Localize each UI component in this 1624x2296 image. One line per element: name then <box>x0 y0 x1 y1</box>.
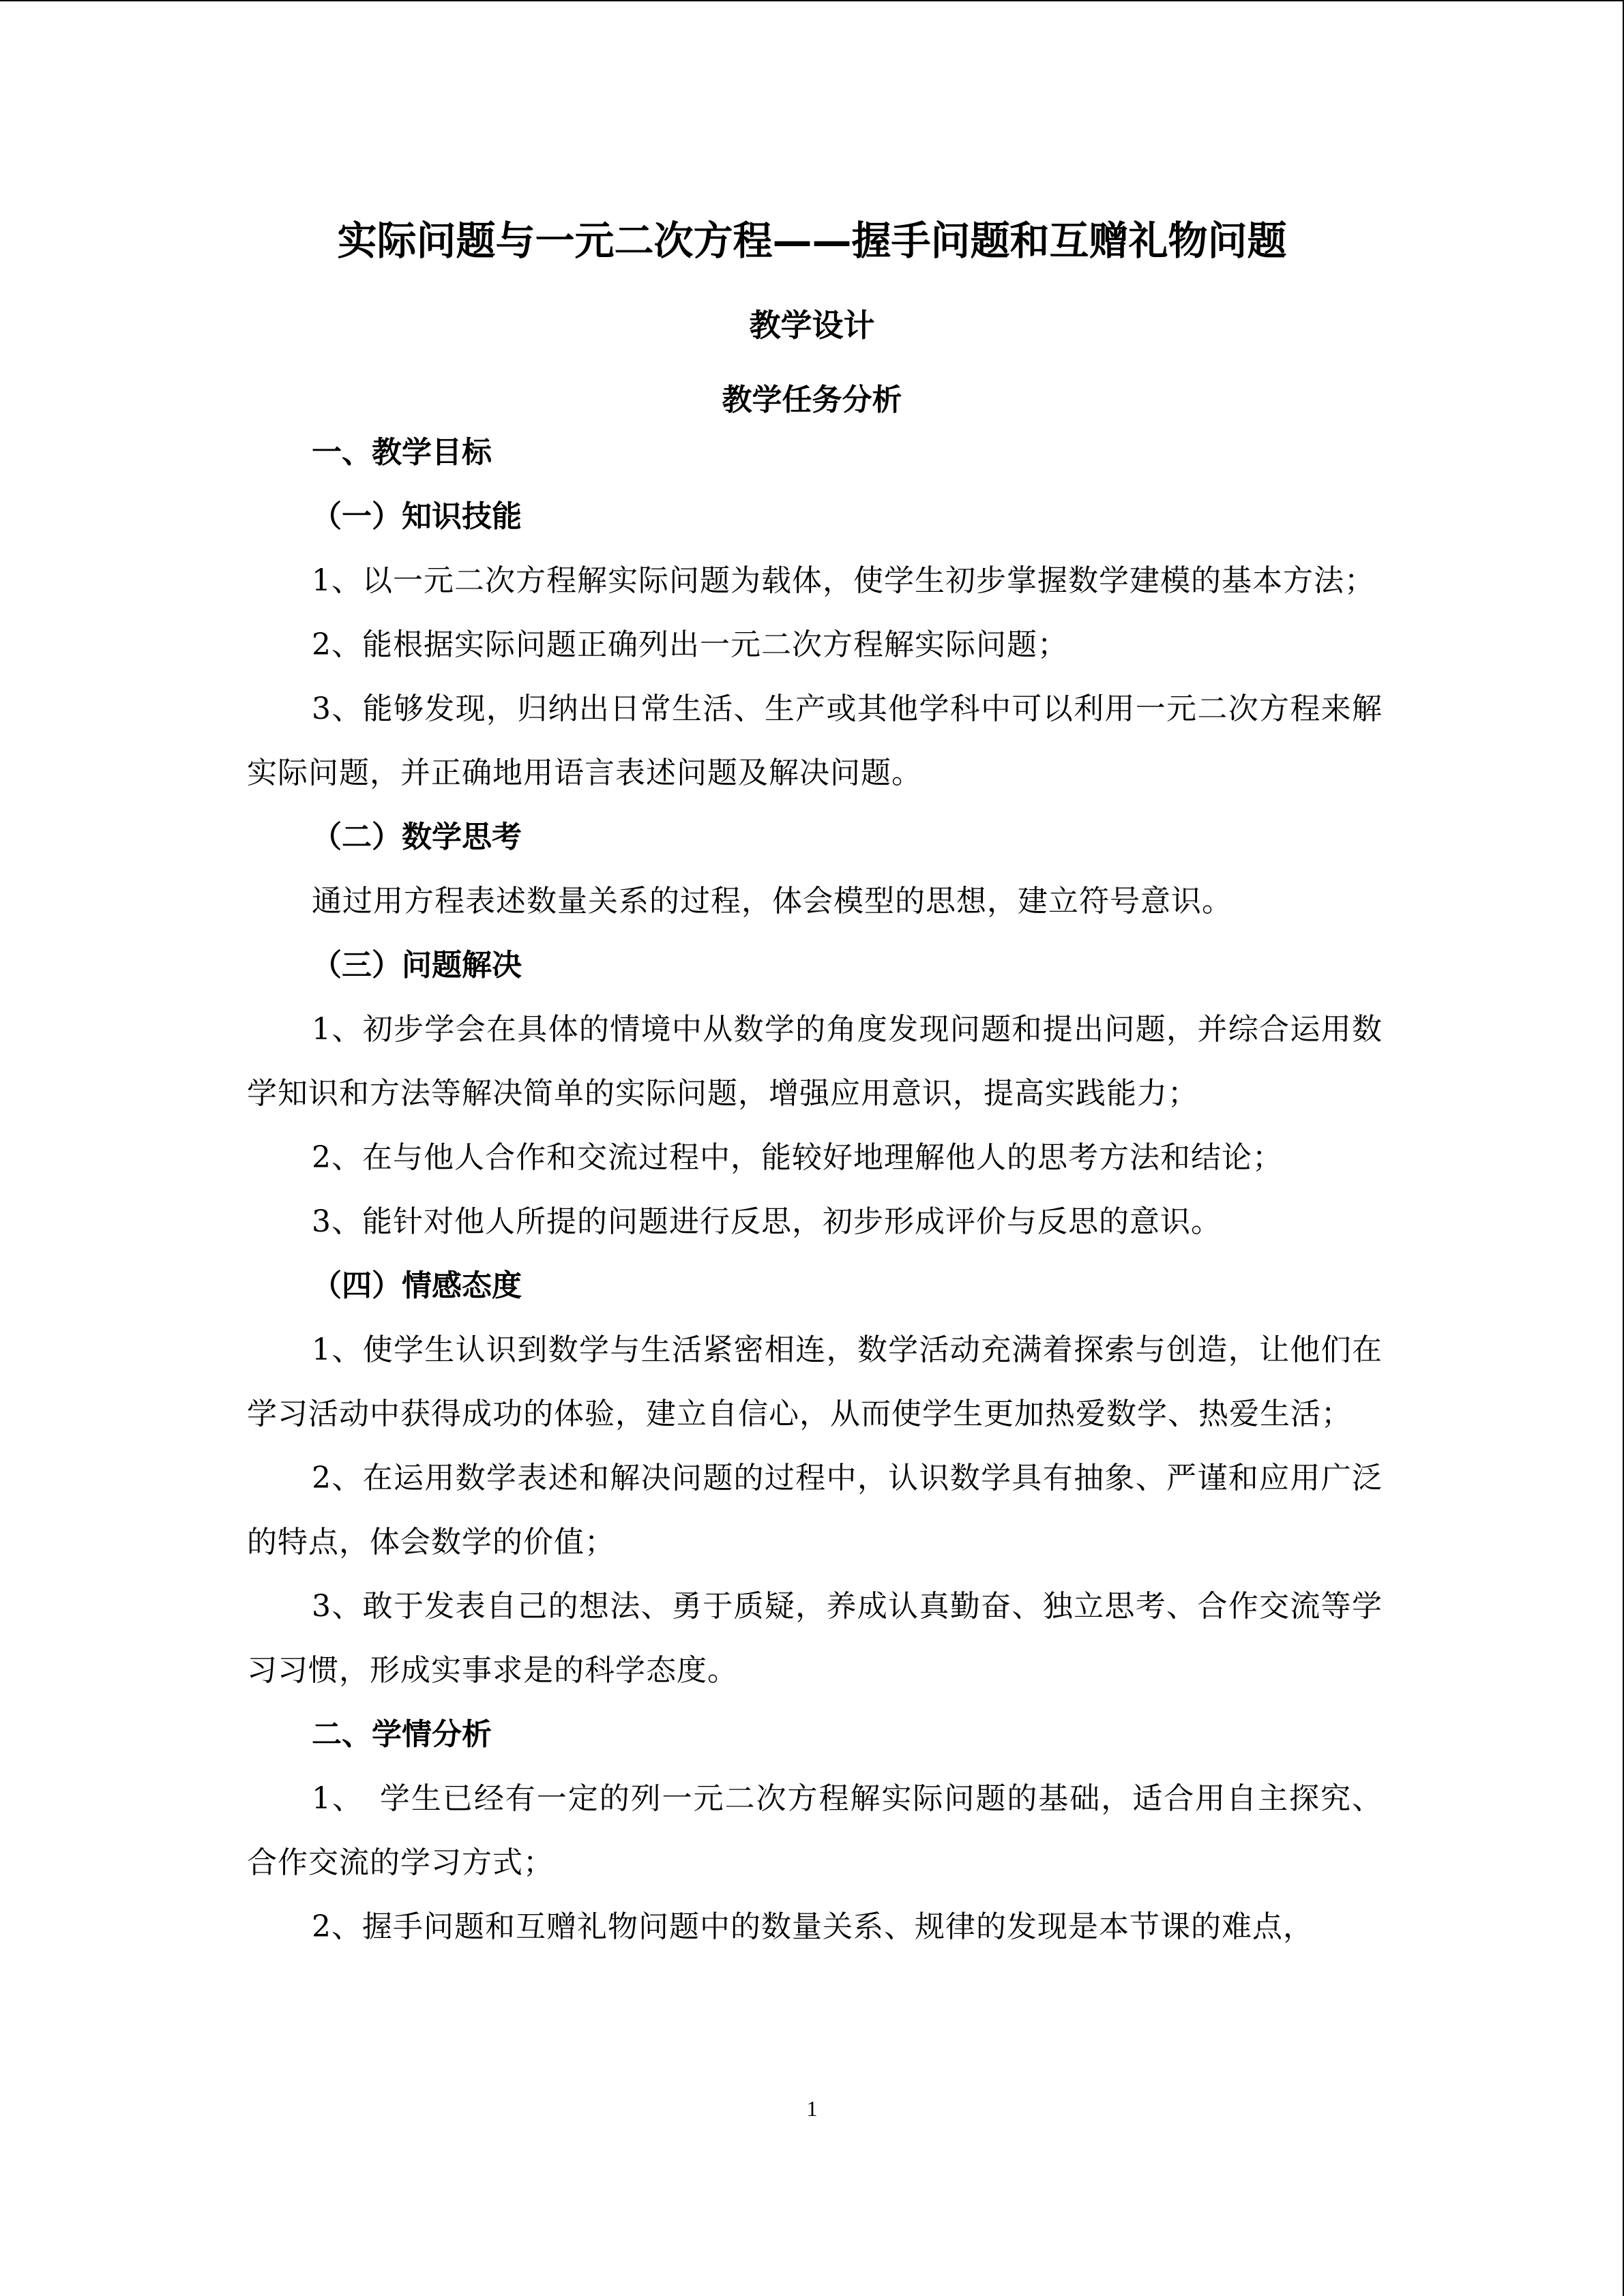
page-number: 1 <box>806 2096 818 2121</box>
paragraph-emotion-1: 1、使学生认识到数学与生活紧密相连，数学活动充满着探索与创造，让他们在学习活动中获得成功的体验，建立自信心，从而使学生更加热爱数学、热爱生活； <box>247 1332 1383 1431</box>
paragraph-math-thinking: 通过用方程表述数量关系的过程，体会模型的思想，建立符号意识。 <box>312 884 1232 919</box>
heading-teaching-goals: 一、教学目标 <box>312 435 492 470</box>
document-subtitle: 教学设计 <box>749 307 875 344</box>
paragraph-solving-2: 2、在与他人合作和交流过程中，能较好地理解他人的思考方法和结论； <box>312 1140 1283 1175</box>
paragraph-knowledge-2: 2、能根据实际问题正确列出一元二次方程解实际问题； <box>312 627 1068 662</box>
heading-emotion-attitude: （四）情感态度 <box>312 1268 522 1303</box>
paragraph-knowledge-3: 3、能够发现，归纳出日常生活、生产或其他学科中可以利用一元二次方程来解实际问题，并正确地用语言表述问题及解决问题。 <box>247 691 1383 790</box>
heading-math-thinking: （二）数学思考 <box>312 820 522 854</box>
paragraph-solving-3: 3、能针对他人所提的问题进行反思，初步形成评价与反思的意识。 <box>312 1204 1222 1239</box>
paragraph-solving-1: 1、初步学会在具体的情境中从数学的角度发现问题和提出问题，并综合运用数学知识和方法等解决简单的实际问题，增强应用意识，提高实践能力； <box>247 1012 1383 1111</box>
document-body <box>247 421 1383 1959</box>
paragraph-emotion-2: 2、在运用数学表述和解决问题的过程中，认识数学具有抽象、严谨和应用广泛的特点，体会数学的价值； <box>247 1461 1383 1560</box>
paragraph-analysis-1: 1、 学生已经有一定的列一元二次方程解实际问题的基础，适合用自主探究、合作交流的学习方式； <box>247 1781 1383 1880</box>
paragraph-knowledge-1: 1、以一元二次方程解实际问题为载体，使学生初步掌握数学建模的基本方法； <box>312 563 1375 598</box>
paragraph-emotion-3: 3、敢于发表自己的想法、勇于质疑，养成认真勤奋、独立思考、合作交流等学习习惯，形成实事求是的科学态度。 <box>247 1589 1383 1688</box>
heading-learner-analysis: 二、学情分析 <box>312 1717 492 1752</box>
heading-problem-solving: （三）问题解决 <box>312 948 522 983</box>
heading-knowledge-skills: （一）知识技能 <box>312 499 522 534</box>
document-title: 实际问题与一元二次方程——握手问题和互赠礼物问题 <box>337 218 1287 264</box>
paragraph-analysis-2: 2、握手问题和互赠礼物问题中的数量关系、规律的发现是本节课的难点， <box>312 1909 1314 1944</box>
section-title: 教学任务分析 <box>722 383 902 417</box>
